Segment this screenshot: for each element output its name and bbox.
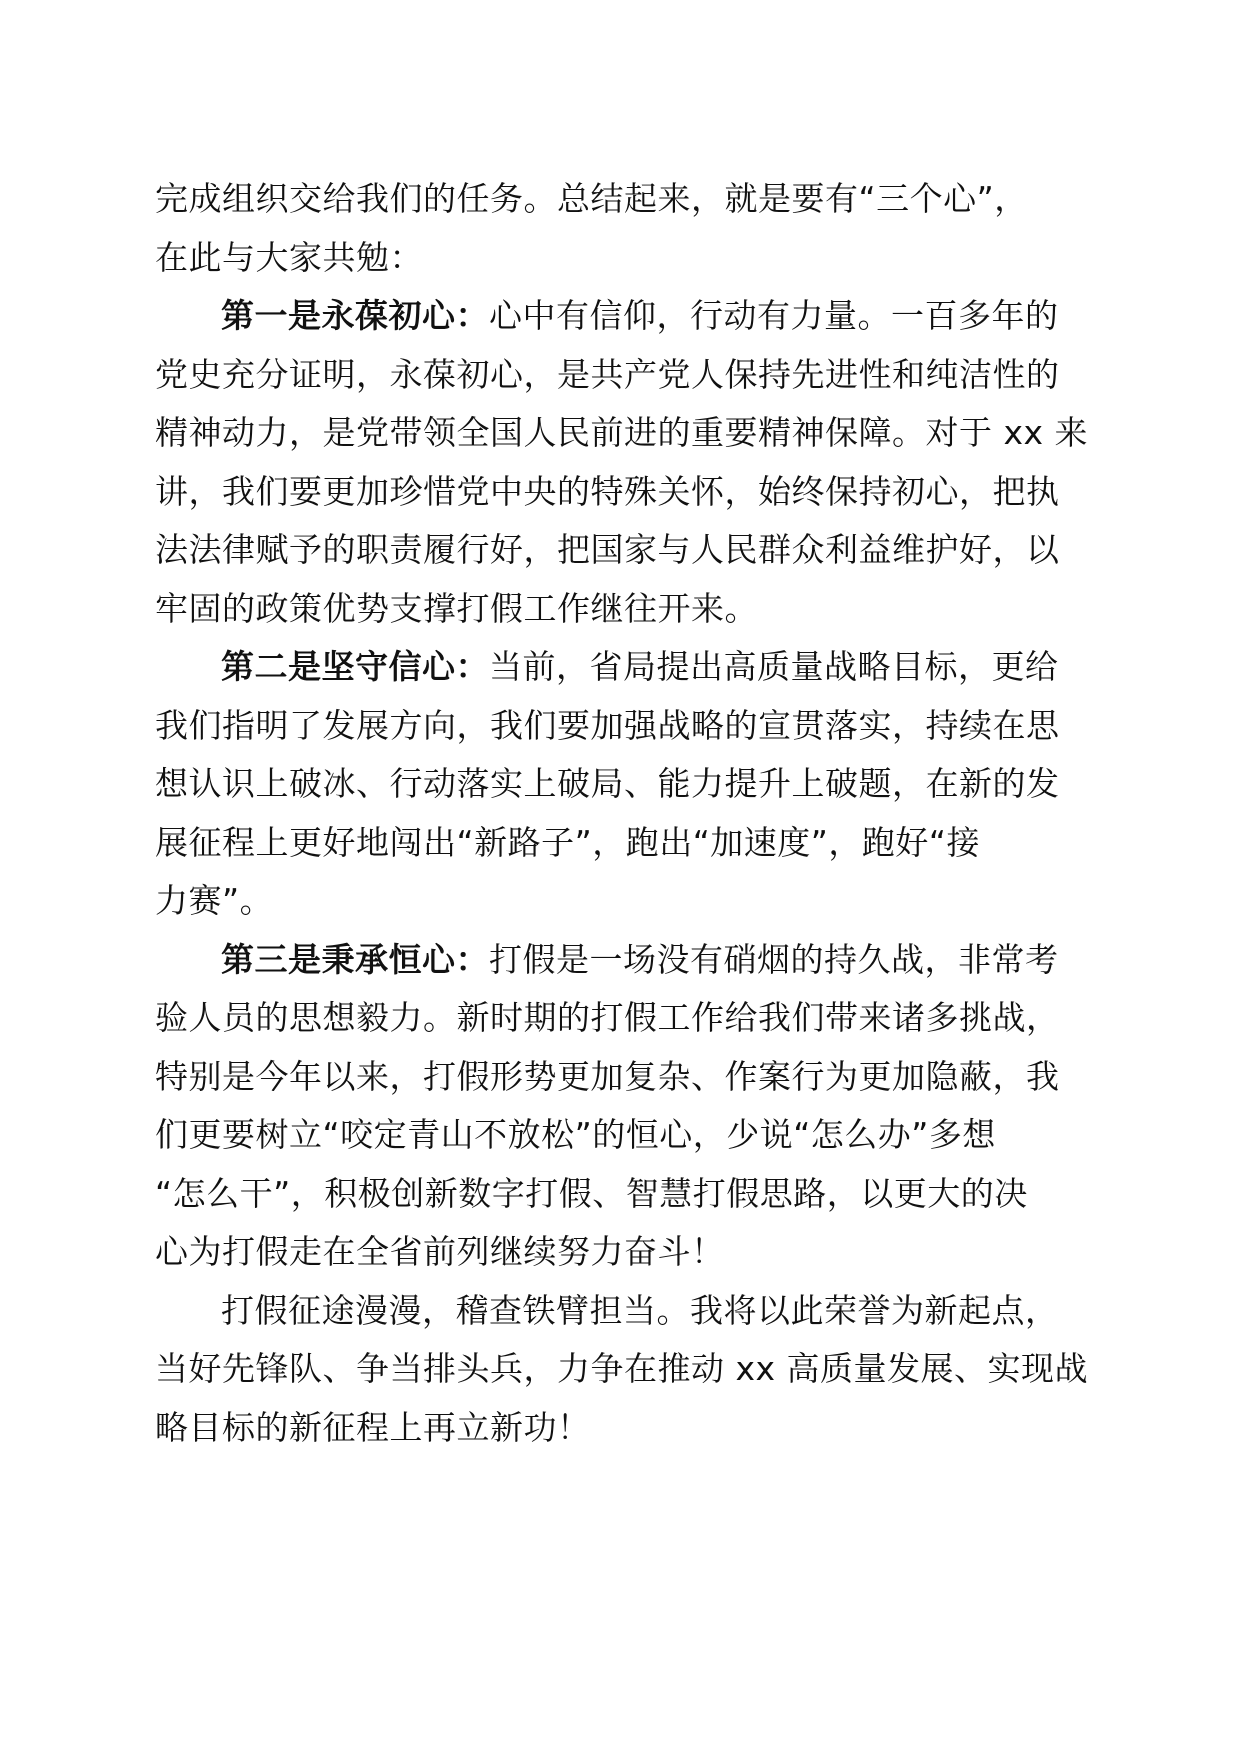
section-heading: 第三是秉承恒心：: [221, 939, 489, 979]
text-run: 心中有信仰，行动有力量。一百多年的: [489, 296, 1059, 335]
text-line: 我们指明了发展方向，我们要加强战略的宣贯落实，持续在思: [155, 705, 1060, 745]
text-line: 想认识上破冰、行动落实上破局、能力提升上破题，在新的发: [155, 764, 1060, 803]
text-line: 打假征途漫漫，稽查铁臂担当。我将以此荣誉为新起点，: [221, 1290, 1059, 1330]
text-line: 党史充分证明，永葆初心，是共产党人保持先进性和纯洁性的: [155, 354, 1060, 394]
text-line: 心为打假走在全省前列继续努力奋斗！: [155, 1232, 725, 1271]
paragraph-first-line: [155, 931, 1095, 990]
section-heading: 第二是坚守信心：: [221, 647, 489, 686]
paragraph-first-heart: [155, 287, 1095, 638]
text-line: 力赛”。: [155, 881, 274, 920]
text-line: 完成组织交给我们的任务。总结起来，就是要有“三个心”，: [155, 179, 1028, 218]
text-line: 验人员的思想毅力。新时期的打假工作给我们带来诸多挑战，: [155, 998, 1060, 1037]
paragraph-third-heart: [155, 931, 1095, 1282]
text-line: “怎么干”，积极创新数字打假、智慧打假思路，以更大的决: [155, 1173, 1028, 1213]
section-heading: 第一是永葆初心：: [221, 296, 489, 335]
text-line: 牢固的政策优势支撑打假工作继往开来。: [155, 588, 758, 628]
text-line: 法法律赋予的职责履行好，把国家与人民群众利益维护好，以: [155, 530, 1060, 569]
paragraph-intro: [155, 170, 1095, 287]
document-page: [155, 170, 1095, 1457]
text-line: 在此与大家共勉：: [155, 237, 423, 277]
text-line: 展征程上更好地闯出“新路子”，跑出“加速度”，跑好“接: [155, 822, 980, 862]
paragraph-first-line: [155, 287, 1095, 346]
paragraph-second-heart: [155, 638, 1095, 931]
text-line: 特别是今年以来，打假形势更加复杂、作案行为更加隐蔽，我: [155, 1056, 1060, 1096]
text-run: 打假是一场没有硝烟的持久战，非常考: [489, 939, 1059, 979]
paragraph-closing: [155, 1282, 1095, 1458]
paragraph-first-line: [155, 638, 1095, 697]
text-line: 讲，我们要更加珍惜党中央的特殊关怀，始终保持初心，把执: [155, 471, 1060, 511]
text-line: 略目标的新征程上再立新功！: [155, 1407, 591, 1447]
text-line: 当好先锋队、争当排头兵，力争在推动 xx 高质量发展、实现战: [155, 1349, 1089, 1388]
text-line: 们更要树立“咬定青山不放松”的恒心，少说“怎么办”多想: [155, 1115, 996, 1154]
text-line: 精神动力，是党带领全国人民前进的重要精神保障。对于 xx 来: [155, 413, 1089, 452]
text-run: 当前，省局提出高质量战略目标，更给: [489, 647, 1059, 686]
